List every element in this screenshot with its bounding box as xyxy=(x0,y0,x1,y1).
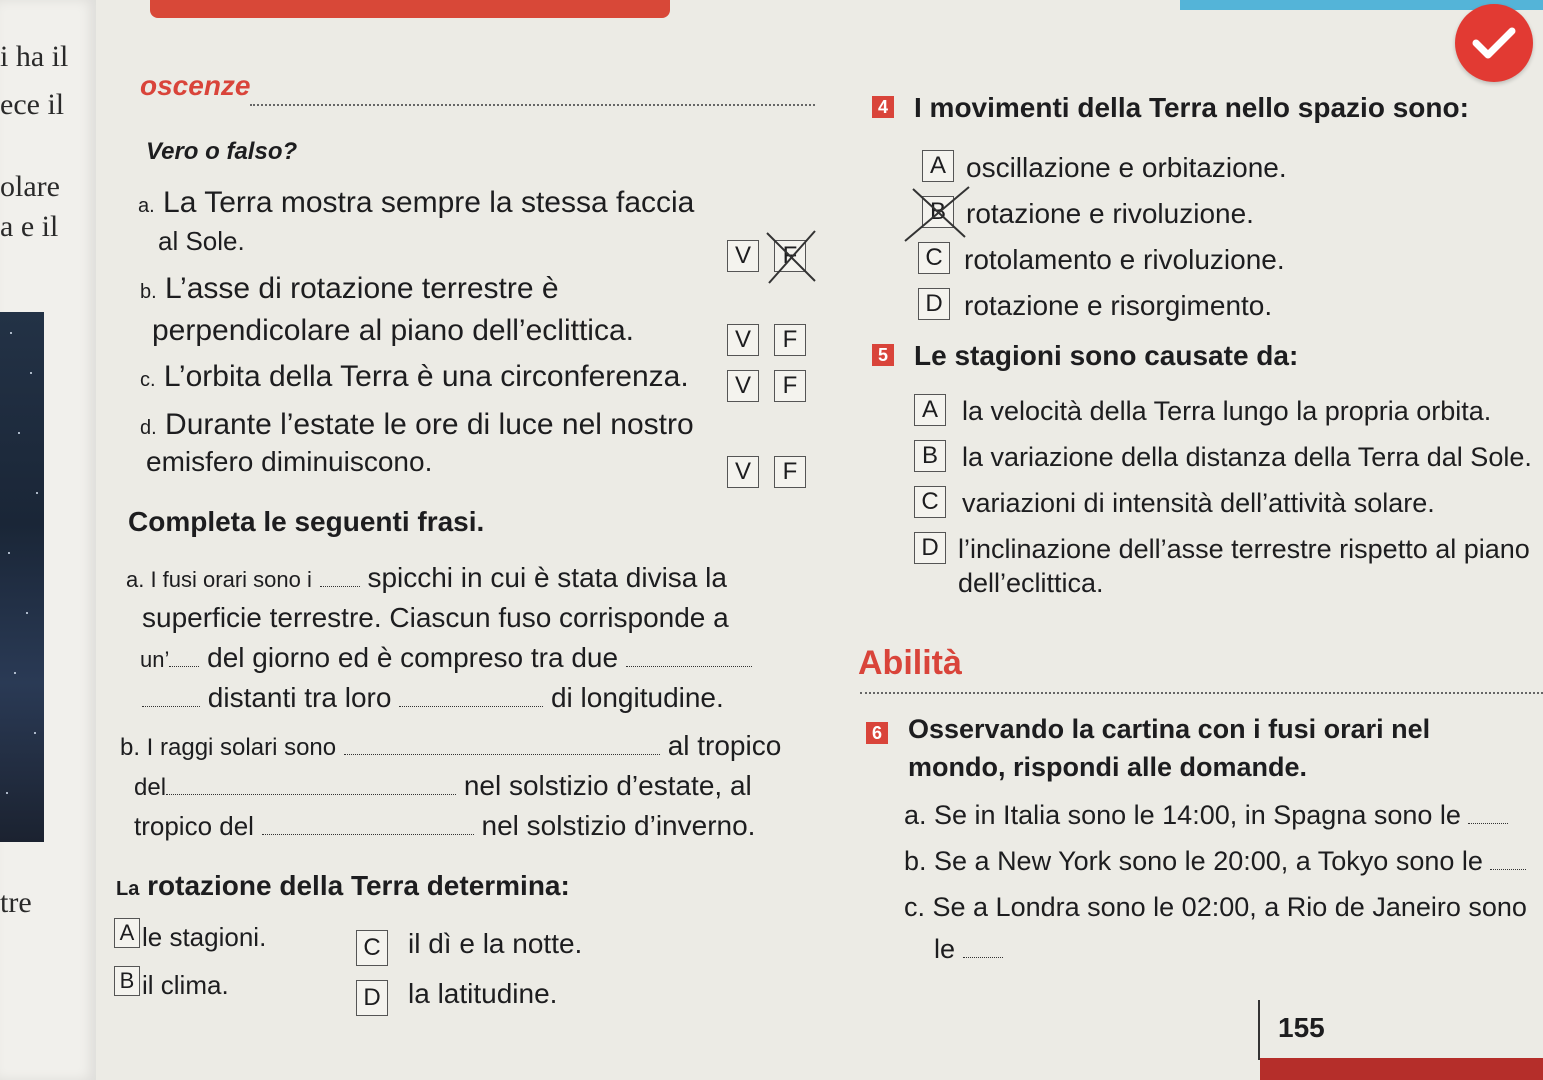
q6-item-c-line2: le xyxy=(934,934,1003,965)
completa-b-line3: tropico del nel solstizio d’inverno. xyxy=(134,810,756,841)
checkmark-icon xyxy=(1455,4,1533,82)
rot-option-c-box[interactable]: C xyxy=(356,930,388,966)
page-number: 155 xyxy=(1278,1012,1325,1043)
completa-a-line4: distanti tra loro di longitudine. xyxy=(142,682,724,714)
rot-option-b-box[interactable]: B xyxy=(114,966,140,996)
q6-title-line2: mondo, rispondi alle domande. xyxy=(908,752,1308,782)
q4-number: 4 xyxy=(872,96,894,118)
page-divider xyxy=(1258,1000,1260,1060)
q5-option-c: variazioni di intensità dell’attività solare. xyxy=(962,488,1435,518)
q5-option-d-line2: dell’eclittica. xyxy=(958,568,1104,598)
blank-field[interactable] xyxy=(963,937,1003,958)
vf-b-true-box[interactable]: V xyxy=(727,324,759,356)
q4-option-b-box[interactable]: B xyxy=(922,196,954,228)
blank-field[interactable] xyxy=(1490,849,1526,870)
vf-item-a: a. La Terra mostra sempre la stessa faccia xyxy=(138,186,695,219)
blank-field[interactable] xyxy=(399,686,543,707)
blank-field[interactable] xyxy=(166,774,456,795)
left-fragment: olare xyxy=(0,170,60,203)
q5-option-b-box[interactable]: B xyxy=(914,440,946,472)
q4-option-c: rotolamento e rivoluzione. xyxy=(964,244,1285,275)
blank-field[interactable] xyxy=(626,646,752,667)
vf-item-c: c. L’orbita della Terra è una circonferenza. xyxy=(140,360,689,393)
q5-option-a-box[interactable]: A xyxy=(914,394,946,426)
left-fragment: a e il xyxy=(0,210,59,243)
completa-a-line3: un’ del giorno ed è compreso tra due xyxy=(140,642,752,674)
completa-a-line2: superficie terrestre. Ciascun fuso corrisponde a xyxy=(142,602,729,633)
q5-option-b: la variazione della distanza della Terra dal Sole. xyxy=(962,442,1532,472)
blank-field[interactable] xyxy=(262,814,474,835)
q4-option-a-box[interactable]: A xyxy=(922,150,954,182)
vf-a-false-box[interactable]: F xyxy=(774,240,806,272)
q6-title-line1: Osservando la cartina con i fusi orari nel xyxy=(908,714,1431,744)
top-red-band xyxy=(150,0,670,18)
blank-field[interactable] xyxy=(344,734,660,755)
blank-field[interactable] xyxy=(169,646,199,667)
vf-c-false-box[interactable]: F xyxy=(774,370,806,402)
vf-item-a-line2: al Sole. xyxy=(158,226,245,256)
left-fragment: i ha il xyxy=(0,40,69,73)
vf-item-b: b. L’asse di rotazione terrestre è xyxy=(140,272,559,305)
q6-item-b: b. Se a New York sono le 20:00, a Tokyo sono le xyxy=(904,846,1526,877)
blank-field[interactable] xyxy=(142,686,200,707)
q5-title: Le stagioni sono causate da: xyxy=(914,340,1299,371)
q4-option-c-box[interactable]: C xyxy=(918,242,950,274)
q5-option-c-box[interactable]: C xyxy=(914,486,946,518)
q5-option-d: l’inclinazione dell’asse terrestre rispetto al piano xyxy=(958,534,1530,564)
q6-item-a: a. Se in Italia sono le 14:00, in Spagna sono le xyxy=(904,800,1508,831)
rot-option-a: le stagioni. xyxy=(142,922,267,952)
completa-b-line1: b. I raggi solari sono al tropico xyxy=(120,730,782,761)
abilita-rule xyxy=(860,692,1543,694)
left-page xyxy=(0,0,96,1080)
rot-option-d: la latitudine. xyxy=(408,978,558,1009)
q4-option-d-box[interactable]: D xyxy=(918,288,950,320)
completa-a-line1: a. I fusi orari sono i spicchi in cui è stata divisa la xyxy=(126,562,727,593)
blank-field[interactable] xyxy=(1468,803,1508,824)
vf-item-d-line2: emisfero diminuiscono. xyxy=(146,446,433,477)
q6-item-c: c. Se a Londra sono le 02:00, a Rio de Janeiro sono xyxy=(904,892,1527,922)
rot-option-d-box[interactable]: D xyxy=(356,980,388,1016)
blank-field[interactable] xyxy=(320,566,360,587)
rot-option-c: il dì e la notte. xyxy=(408,928,583,959)
completa-title: Completa le seguenti frasi. xyxy=(128,506,485,537)
section-header: oscenze xyxy=(140,70,251,101)
vf-d-true-box[interactable]: V xyxy=(727,456,759,488)
bottom-red-band xyxy=(1260,1058,1543,1080)
rot-option-a-box[interactable]: A xyxy=(114,918,140,948)
q4-option-d: rotazione e risorgimento. xyxy=(964,290,1273,321)
q5-option-a: la velocità della Terra lungo la propria orbita. xyxy=(962,396,1492,426)
vf-c-true-box[interactable]: V xyxy=(727,370,759,402)
q4-option-b: rotazione e rivoluzione. xyxy=(966,198,1254,229)
q6-number: 6 xyxy=(866,722,888,744)
vf-b-false-box[interactable]: F xyxy=(774,324,806,356)
q4-option-a: oscillazione e orbitazione. xyxy=(966,152,1287,183)
vf-item-b-line2: perpendicolare al piano dell’eclittica. xyxy=(152,314,634,347)
vf-item-d: d. Durante l’estate le ore di luce nel nostro xyxy=(140,408,694,441)
abilita-title: Abilità xyxy=(858,644,962,682)
starfield-photo xyxy=(0,312,44,842)
left-fragment: tre xyxy=(0,886,32,919)
vf-d-false-box[interactable]: F xyxy=(774,456,806,488)
rotazione-title: La rotazione della Terra determina: xyxy=(116,870,570,901)
completa-b-line2: del nel solstizio d’estate, al xyxy=(134,770,752,801)
rot-option-b: il clima. xyxy=(142,970,229,1000)
q4-title: I movimenti della Terra nello spazio sono: xyxy=(914,92,1469,123)
q5-number: 5 xyxy=(872,344,894,366)
section-rule xyxy=(250,104,815,106)
left-fragment: ece il xyxy=(0,88,65,121)
q5-option-d-box[interactable]: D xyxy=(914,532,946,564)
vf-a-true-box[interactable]: V xyxy=(727,240,759,272)
vero-falso-title: Vero o falso? xyxy=(146,138,298,165)
